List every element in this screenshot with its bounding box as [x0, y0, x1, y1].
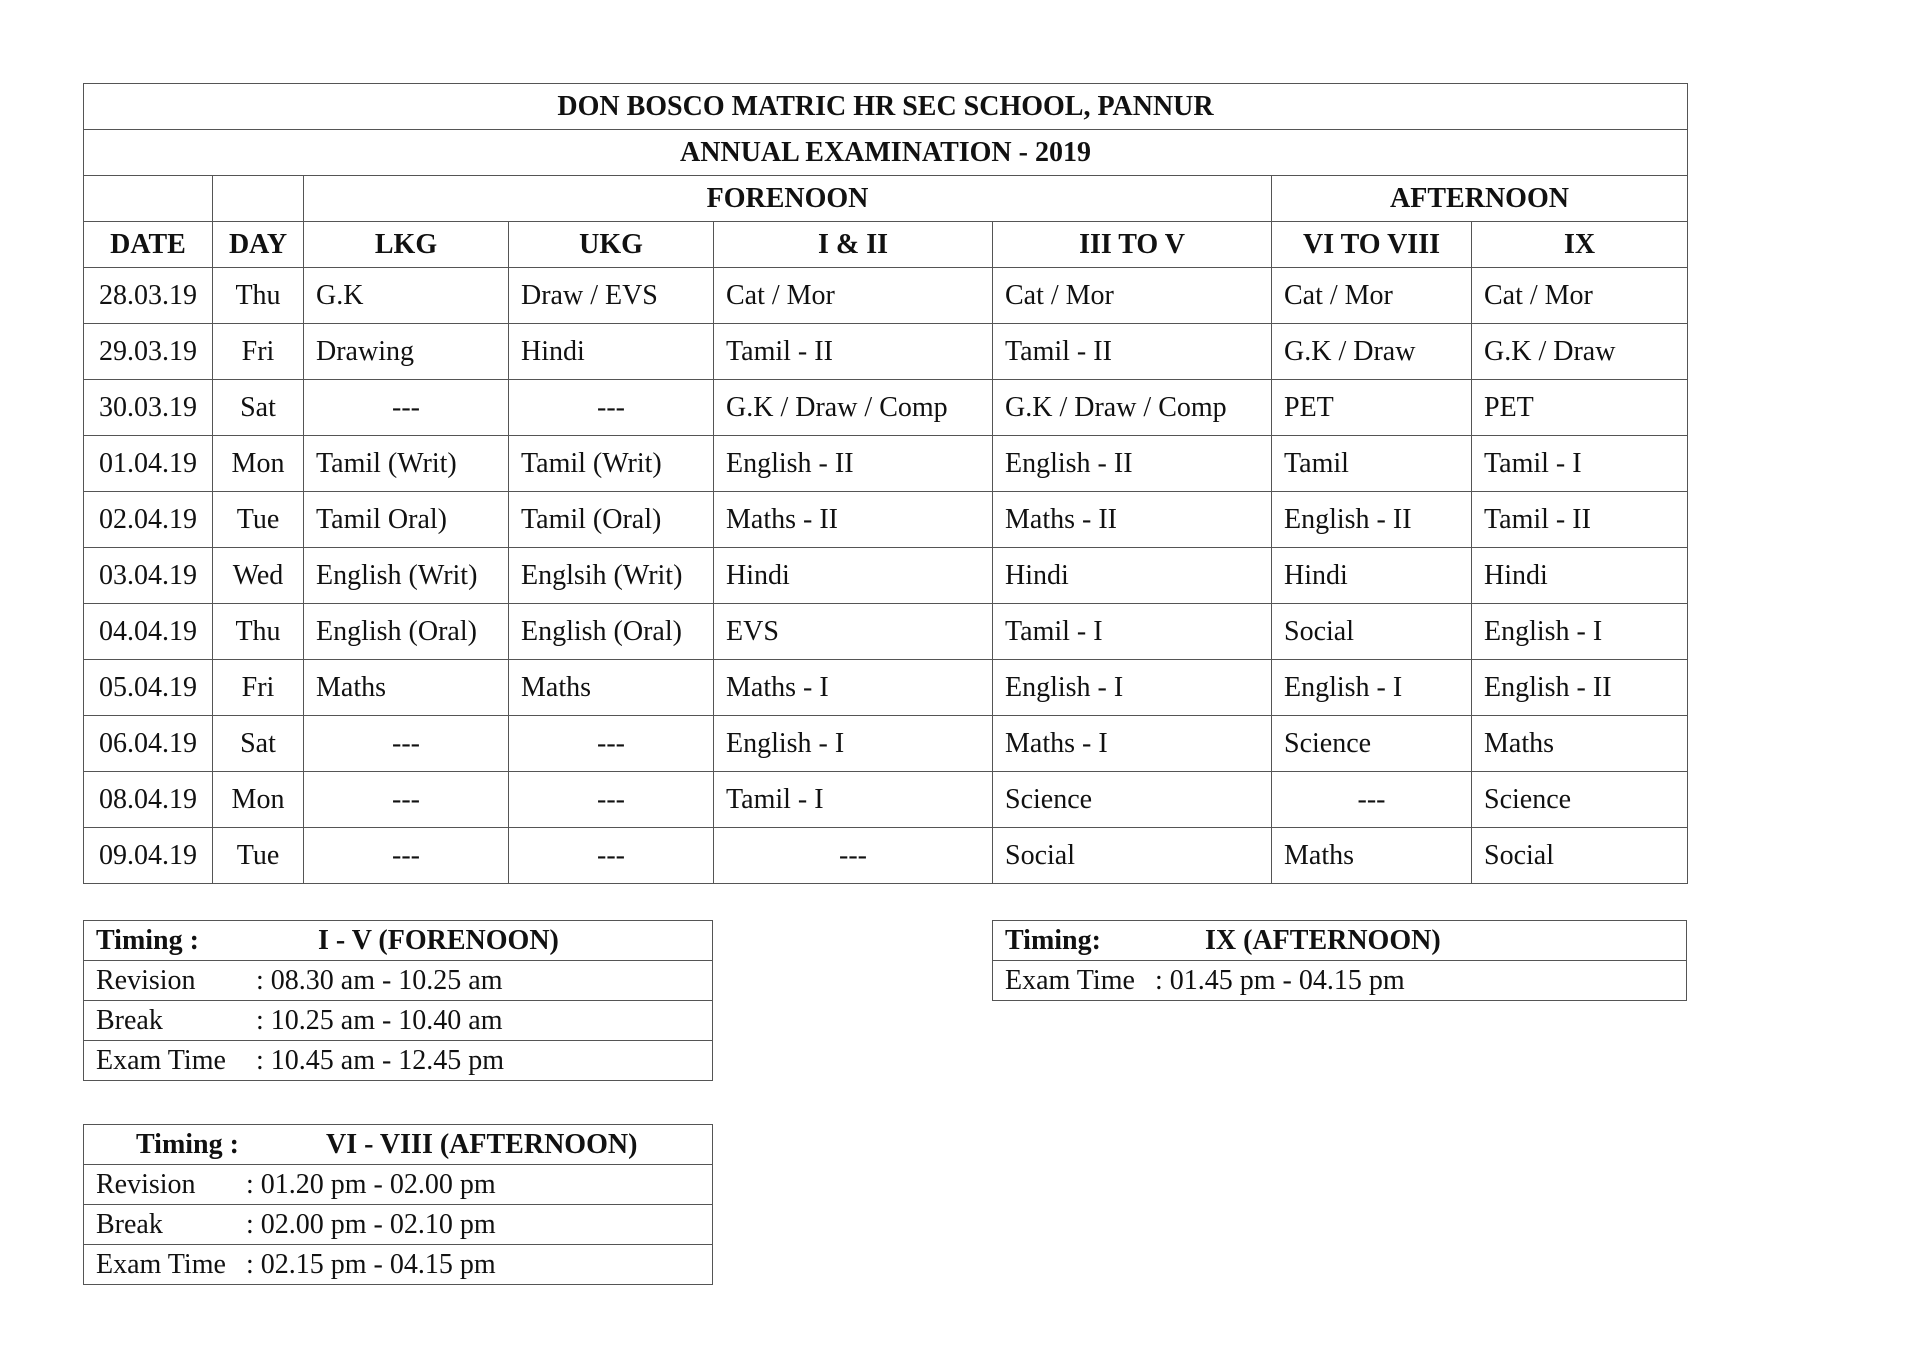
timing-label: Timing :	[96, 924, 199, 956]
cell-iii-v: Hindi	[993, 548, 1272, 604]
cell-iii-v: Social	[993, 828, 1272, 884]
timing-row-label: Revision	[96, 964, 196, 996]
cell-ix: Cat / Mor	[1472, 268, 1688, 324]
cell-day: Fri	[213, 324, 304, 380]
forenoon-header: FORENOON	[304, 176, 1272, 222]
timing-row-label: Break	[96, 1004, 163, 1036]
afternoon-header: AFTERNOON	[1272, 176, 1688, 222]
cell-day: Thu	[213, 604, 304, 660]
cell-ix: Hindi	[1472, 548, 1688, 604]
cell-day: Mon	[213, 436, 304, 492]
cell-vi-viii: Maths	[1272, 828, 1472, 884]
cell-iii-v: Maths - II	[993, 492, 1272, 548]
cell-i-ii: Maths - I	[714, 660, 993, 716]
column-header-iii-v: III TO V	[993, 222, 1272, 268]
cell-ix: Maths	[1472, 716, 1688, 772]
cell-date: 03.04.19	[84, 548, 213, 604]
cell-lkg: Maths	[304, 660, 509, 716]
cell-vi-viii: Hindi	[1272, 548, 1472, 604]
cell-vi-viii: G.K / Draw	[1272, 324, 1472, 380]
timing-row-label: Exam Time	[1005, 964, 1135, 996]
cell-iii-v: G.K / Draw / Comp	[993, 380, 1272, 436]
cell-i-ii: Tamil - II	[714, 324, 993, 380]
cell-date: 01.04.19	[84, 436, 213, 492]
cell-ix: Tamil - II	[1472, 492, 1688, 548]
cell-ix: English - II	[1472, 660, 1688, 716]
cell-i-ii: Cat / Mor	[714, 268, 993, 324]
timing-label: Timing :	[136, 1128, 239, 1160]
cell-i-ii: G.K / Draw / Comp	[714, 380, 993, 436]
table-row	[84, 492, 1688, 548]
column-header-ix: IX	[1472, 222, 1688, 268]
cell-lkg: ---	[304, 380, 509, 436]
cell-ix: G.K / Draw	[1472, 324, 1688, 380]
cell-ukg: Tamil (Writ)	[509, 436, 714, 492]
timing-row-break	[84, 1001, 713, 1041]
cell-lkg: Tamil Oral)	[304, 492, 509, 548]
timing-header	[84, 921, 713, 961]
cell-date: 04.04.19	[84, 604, 213, 660]
table-row	[84, 716, 1688, 772]
cell-ukg: Hindi	[509, 324, 714, 380]
cell-lkg: English (Oral)	[304, 604, 509, 660]
table-row	[84, 772, 1688, 828]
timing-title: IX (AFTERNOON)	[1205, 924, 1441, 956]
cell-i-ii: EVS	[714, 604, 993, 660]
timing-row-value: : 10.25 am - 10.40 am	[256, 1004, 503, 1036]
cell-lkg: ---	[304, 828, 509, 884]
cell-i-ii: Tamil - I	[714, 772, 993, 828]
timing-row-exam-time	[84, 1245, 713, 1285]
cell-i-ii: ---	[714, 828, 993, 884]
timing-box-forenoon-i-v	[83, 920, 713, 1081]
cell-ix: Tamil - I	[1472, 436, 1688, 492]
cell-day: Mon	[213, 772, 304, 828]
cell-ix: Science	[1472, 772, 1688, 828]
timing-row-revision	[84, 961, 713, 1001]
timing-row-label: Revision	[96, 1168, 196, 1200]
timing-row-value: : 02.15 pm - 04.15 pm	[246, 1248, 496, 1280]
timing-row-value: : 02.00 pm - 02.10 pm	[246, 1208, 496, 1240]
cell-vi-viii: Tamil	[1272, 436, 1472, 492]
cell-day: Tue	[213, 492, 304, 548]
timing-title: VI - VIII (AFTERNOON)	[326, 1128, 638, 1160]
table-row	[84, 268, 1688, 324]
cell-iii-v: Tamil - I	[993, 604, 1272, 660]
cell-date: 30.03.19	[84, 380, 213, 436]
cell-vi-viii: PET	[1272, 380, 1472, 436]
table-row	[84, 828, 1688, 884]
column-headers	[84, 222, 1688, 268]
cell-ukg: Tamil (Oral)	[509, 492, 714, 548]
cell-iii-v: English - II	[993, 436, 1272, 492]
cell-date: 29.03.19	[84, 324, 213, 380]
cell-ukg: Maths	[509, 660, 714, 716]
timing-row-value: : 10.45 am - 12.45 pm	[256, 1044, 505, 1076]
cell-lkg: ---	[304, 772, 509, 828]
cell-vi-viii: English - I	[1272, 660, 1472, 716]
timing-box-afternoon-ix	[992, 920, 1687, 1001]
timing-header	[993, 921, 1687, 961]
timing-title: I - V (FORENOON)	[318, 924, 559, 956]
cell-lkg: English (Writ)	[304, 548, 509, 604]
cell-vi-viii: Science	[1272, 716, 1472, 772]
cell-day: Wed	[213, 548, 304, 604]
cell-date: 05.04.19	[84, 660, 213, 716]
cell-lkg: G.K	[304, 268, 509, 324]
cell-i-ii: English - I	[714, 716, 993, 772]
cell-vi-viii: English - II	[1272, 492, 1472, 548]
timing-row-exam-time	[993, 961, 1687, 1001]
cell-vi-viii: Cat / Mor	[1272, 268, 1472, 324]
cell-lkg: Drawing	[304, 324, 509, 380]
cell-lkg: Tamil (Writ)	[304, 436, 509, 492]
cell-ukg: Draw / EVS	[509, 268, 714, 324]
timing-header	[84, 1125, 713, 1165]
school-name: DON BOSCO MATRIC HR SEC SCHOOL, PANNUR	[84, 84, 1688, 130]
table-row	[84, 380, 1688, 436]
cell-iii-v: Tamil - II	[993, 324, 1272, 380]
column-header-day: DAY	[213, 222, 304, 268]
cell-vi-viii: ---	[1272, 772, 1472, 828]
cell-day: Tue	[213, 828, 304, 884]
table-row	[84, 548, 1688, 604]
column-header-date: DATE	[84, 222, 213, 268]
timing-label: Timing:	[1005, 924, 1101, 956]
timing-box-afternoon-vi-viii	[83, 1124, 713, 1285]
exam-timetable	[83, 83, 1688, 884]
cell-day: Sat	[213, 380, 304, 436]
cell-iii-v: Cat / Mor	[993, 268, 1272, 324]
column-header-i-ii: I & II	[714, 222, 993, 268]
table-row	[84, 436, 1688, 492]
timing-row-label: Exam Time	[96, 1248, 226, 1280]
cell-ukg: ---	[509, 380, 714, 436]
cell-i-ii: Maths - II	[714, 492, 993, 548]
column-header-ukg: UKG	[509, 222, 714, 268]
cell-iii-v: English - I	[993, 660, 1272, 716]
cell-ukg: ---	[509, 716, 714, 772]
cell-vi-viii: Social	[1272, 604, 1472, 660]
timing-row-value: : 01.45 pm - 04.15 pm	[1155, 964, 1405, 996]
timing-row-label: Exam Time	[96, 1044, 226, 1076]
cell-ix: Social	[1472, 828, 1688, 884]
column-header-lkg: LKG	[304, 222, 509, 268]
exam-title: ANNUAL EXAMINATION - 2019	[84, 130, 1688, 176]
empty-header-cell	[84, 176, 213, 222]
cell-ix: PET	[1472, 380, 1688, 436]
timing-row-exam-time	[84, 1041, 713, 1081]
cell-i-ii: Hindi	[714, 548, 993, 604]
empty-header-cell	[213, 176, 304, 222]
timing-row-value: : 01.20 pm - 02.00 pm	[246, 1168, 496, 1200]
table-row	[84, 324, 1688, 380]
timing-row-label: Break	[96, 1208, 163, 1240]
timing-row-revision	[84, 1165, 713, 1205]
cell-day: Thu	[213, 268, 304, 324]
cell-date: 08.04.19	[84, 772, 213, 828]
cell-iii-v: Science	[993, 772, 1272, 828]
timing-row-value: : 08.30 am - 10.25 am	[256, 964, 503, 996]
cell-day: Fri	[213, 660, 304, 716]
cell-ukg: ---	[509, 772, 714, 828]
cell-lkg: ---	[304, 716, 509, 772]
cell-ukg: English (Oral)	[509, 604, 714, 660]
cell-date: 06.04.19	[84, 716, 213, 772]
cell-date: 09.04.19	[84, 828, 213, 884]
cell-i-ii: English - II	[714, 436, 993, 492]
cell-ukg: Englsih (Writ)	[509, 548, 714, 604]
cell-date: 02.04.19	[84, 492, 213, 548]
cell-ukg: ---	[509, 828, 714, 884]
cell-date: 28.03.19	[84, 268, 213, 324]
cell-ix: English - I	[1472, 604, 1688, 660]
cell-iii-v: Maths - I	[993, 716, 1272, 772]
table-row	[84, 604, 1688, 660]
table-row	[84, 660, 1688, 716]
column-header-vi-viii: VI TO VIII	[1272, 222, 1472, 268]
cell-day: Sat	[213, 716, 304, 772]
exam-rows	[84, 268, 1688, 884]
timing-row-break	[84, 1205, 713, 1245]
